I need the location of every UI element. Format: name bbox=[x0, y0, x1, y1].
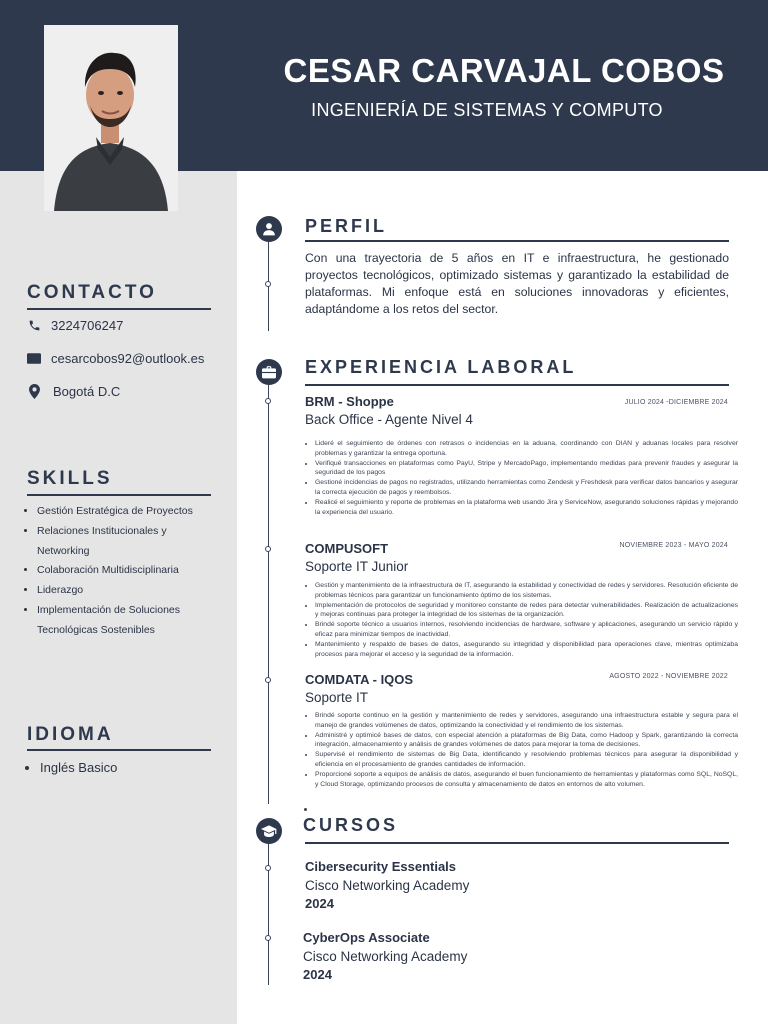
profile-rule bbox=[305, 240, 729, 242]
course-institution: Cisco Networking Academy bbox=[305, 878, 470, 893]
timeline-dot bbox=[265, 546, 271, 552]
empty-bullet bbox=[304, 808, 307, 811]
job-bullet: • Mantenimiento y respaldo de bases de datos, asegurando su integridad y disponibilidad para operaciones clave, mientras optimizaba procesos para mejorar el acceso y la seguridad de la información. bbox=[315, 640, 738, 660]
job-dates: AGOSTO 2022 - NOVIEMBRE 2022 bbox=[609, 673, 728, 680]
job-company: BRM - Shoppe bbox=[305, 394, 394, 409]
briefcase-icon bbox=[262, 366, 276, 379]
job-bullets bbox=[305, 439, 738, 517]
course-year: 2024 bbox=[303, 967, 332, 982]
timeline-line-experience bbox=[268, 384, 269, 804]
job-bullet: • Supervisé el rendimiento de sistemas de Big Data, identificando y resolviendo problemas técnicos para asegurar la disponibilidad y eficiencia en el procesamiento de grandes cantidades de información. bbox=[315, 750, 738, 770]
person-icon bbox=[262, 222, 276, 236]
courses-heading: CURSOS bbox=[303, 815, 399, 835]
job-role: Soporte IT Junior bbox=[305, 559, 409, 574]
language-list bbox=[24, 760, 117, 775]
job-company: COMDATA - IQOS bbox=[305, 672, 414, 687]
job-bullet: • Proporcioné soporte a equipos de análisis de datos, asegurando el buen funcionamiento de herramientas y plataformas como SQL, NoSQL, y Cloud Storage, optimizando procesos de consulta y almacenamiento de datos en entornos de alto volumen. bbox=[315, 770, 738, 790]
profile-text: Con una trayectoria de 5 años en IT e infraestructura, he gestionado proyectos tecnológicos, optimizado sistemas y garantizado la estabilidad de plataformas. Mi enfoque está en soluciones innovadoras y eficientes, adaptándome a los retos del sector. bbox=[305, 251, 729, 316]
job-dates: NOVIEMBRE 2023 - MAYO 2024 bbox=[619, 542, 728, 549]
experience-section-icon bbox=[256, 359, 282, 385]
job-bullets bbox=[305, 581, 738, 659]
language-heading: IDIOMA bbox=[27, 724, 114, 745]
experience-heading: EXPERIENCIA LABORAL bbox=[305, 357, 577, 377]
job-role: Soporte IT bbox=[305, 690, 369, 705]
phone-text[interactable]: 3224706247 bbox=[51, 318, 124, 333]
timeline-dot bbox=[265, 398, 271, 404]
profile-heading: PERFIL bbox=[305, 216, 388, 236]
experience-rule bbox=[305, 384, 729, 386]
courses-rule bbox=[305, 842, 729, 844]
job-company: COMPUSOFT bbox=[305, 541, 389, 556]
timeline-dot bbox=[265, 935, 271, 941]
skill-item: • Implementación de Soluciones Tecnológicas Sostenibles bbox=[37, 601, 207, 641]
contact-heading: CONTACTO bbox=[27, 282, 157, 303]
job-role: Back Office - Agente Nivel 4 bbox=[305, 412, 473, 427]
job-dates: JULIO 2024 -DICIEMBRE 2024 bbox=[624, 399, 728, 406]
candidate-title: INGENIERÍA DE SISTEMAS Y COMPUTO bbox=[311, 100, 663, 120]
email-text[interactable]: cesarcobos92@outlook.es bbox=[51, 351, 205, 366]
language-item: • Inglés Basico bbox=[40, 760, 117, 775]
timeline-dot bbox=[265, 677, 271, 683]
contact-phone bbox=[27, 318, 123, 333]
course-title: CyberOps Associate bbox=[303, 930, 430, 945]
profile-photo bbox=[44, 25, 178, 211]
profile-section-icon bbox=[256, 216, 282, 242]
job-bullet: • Brindé soporte técnico a usuarios internos, resolviendo incidencias de hardware, software y aplicaciones, asegurando un servicio rápido y eficaz para minimizar tiempos de inactividad. bbox=[315, 620, 738, 640]
job-bullet: • Verifiqué transacciones en plataformas como PayU, Stripe y MercadoPago, implementando medidas para prevenir fraudes y asegurar la seguridad de los pagos bbox=[315, 459, 738, 479]
course-year: 2024 bbox=[305, 896, 334, 911]
graduation-cap-icon bbox=[261, 825, 277, 838]
mail-icon bbox=[27, 352, 41, 366]
skills-heading: SKILLS bbox=[27, 468, 113, 489]
language-rule bbox=[27, 749, 211, 751]
contact-email bbox=[27, 351, 204, 366]
location-pin-icon bbox=[27, 385, 41, 399]
skill-item: • Liderazgo bbox=[37, 581, 207, 601]
job-bullet: • Realicé el seguimiento y reporte de problemas en la plataforma web usando Jira y ServiceNow, asegurando soluciones rápidas y mejorando la experiencia del usuario. bbox=[315, 498, 738, 518]
timeline-dot bbox=[265, 281, 271, 287]
timeline-dot bbox=[265, 865, 271, 871]
job-bullet: • Administré y optimicé bases de datos, con especial atención a plataformas de Big Data, como Hadoop y Spark, garantizando la correcta integración, almacenamiento y análisis de grandes volúmenes de datos para mejorar la toma de decisiones. bbox=[315, 731, 738, 751]
contact-location bbox=[27, 384, 120, 399]
skills-rule bbox=[27, 494, 211, 496]
job-bullet: • Implementación de protocolos de seguridad y monitoreo constante de redes para detectar vulnerabilidades. Realización de actualizaciones y mejoras continuas para proteger la integridad de los sistemas de la organización. bbox=[315, 601, 738, 621]
job-bullets bbox=[305, 711, 738, 789]
contact-rule bbox=[27, 308, 211, 310]
candidate-name: CESAR CARVAJAL COBOS bbox=[283, 52, 725, 89]
job-bullet: • Gestioné incidencias de pagos no registrados, utilizando herramientas como Zendesk y Freshdesk para verificar datos bancarios y asegurar la correcta ejecución de pagos y reembolsos. bbox=[315, 478, 738, 498]
skill-item: • Colaboración Multidisciplinaria bbox=[37, 561, 207, 581]
location-text: Bogotá D.C bbox=[53, 384, 121, 399]
phone-icon bbox=[27, 319, 41, 333]
course-institution: Cisco Networking Academy bbox=[303, 949, 468, 964]
skill-item: • Gestión Estratégica de Proyectos bbox=[37, 502, 207, 522]
skills-list bbox=[24, 502, 207, 641]
course-title: Cibersecurity Essentials bbox=[305, 859, 457, 874]
job-bullet: • Brindé soporte continuo en la gestión y mantenimiento de redes y servidores, asegurando una infraestructura estable y segura para el manejo de grandes volúmenes de datos, optimizando la conectividad y el rendimiento de los sistemas. bbox=[315, 711, 738, 731]
job-bullet: • Lideré el seguimiento de órdenes con retrasos o incidencias en la aduana, coordinando con DIAN y aduanas locales para resolver problemas y garantizar la entrega oportuna. bbox=[315, 439, 738, 459]
job-bullet: • Gestión y mantenimiento de la infraestructura de IT, asegurando la estabilidad y conectividad de redes y servidores. Resolución eficiente de problemas técnicos para garantizar un funcionamiento óptimo de los sistemas. bbox=[315, 581, 738, 601]
courses-section-icon bbox=[256, 818, 282, 844]
skill-item: • Relaciones Institucionales y Networking bbox=[37, 522, 207, 562]
